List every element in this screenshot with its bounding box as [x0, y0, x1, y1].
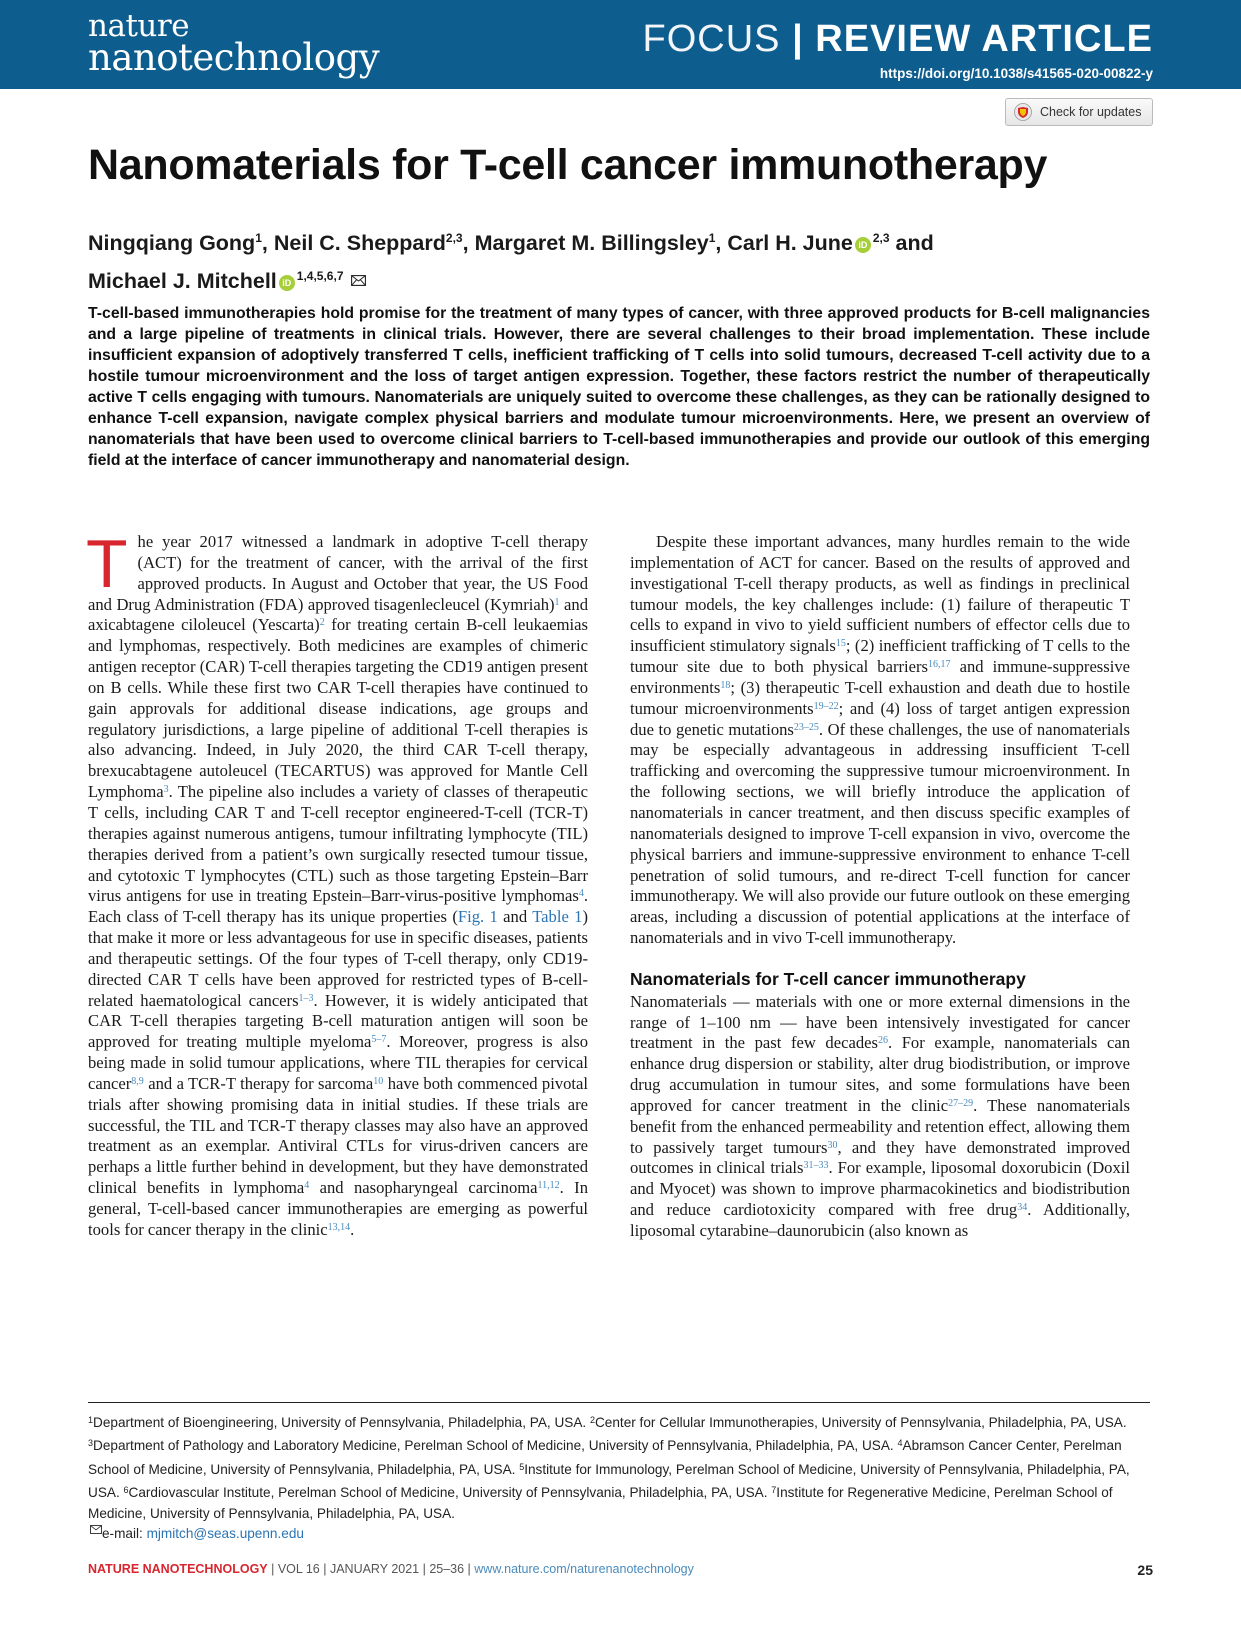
- affiliation-number: 3: [88, 1438, 94, 1449]
- abstract: T-cell-based immunotherapies hold promise for the treatment of many types of cancer, with three approved products for B-cell malignancies and a large pipeline of treatments in clinical trials. However, there are several challenges to their broad implementation. These include insufficient expansion of adoptively transferred T cells, inefficient trafficking of T cells into solid tumours, decreased T-cell activity due to a hostile tumour microenvironment and the loss of target antigen expression. Together, these factors restrict the number of therapeutically active T cells engaging with tumours. Nanomaterials are uniquely suited to overcome these challenges, as they can be rationally designed to enhance T-cell expansion, navigate complex physical barriers and modulate tumour microenvironments. Here, we present an overview of nanomaterials that have been used to overcome clinical barriers to T-cell-based immunotherapies and provide our outlook of this emerging field at the interface of cancer immunotherapy and nanomaterial design.: [88, 305, 1150, 469]
- citation[interactable]: 13,14: [327, 1221, 351, 1233]
- citation[interactable]: 34: [1017, 1202, 1028, 1214]
- affiliation-text: Center for Cellular Immunotherapies, University of Pennsylvania, Philadelphia, PA, USA.: [594, 1415, 1127, 1430]
- citation[interactable]: 19–22: [813, 700, 839, 712]
- footer-journal-name: NATURE NANOTECHNOLOGY: [88, 1562, 268, 1576]
- author-name[interactable]: Margaret M. Billingsley: [474, 231, 709, 255]
- citation[interactable]: 5–7: [371, 1034, 387, 1046]
- journal-logo[interactable]: [88, 8, 380, 79]
- article-category: [643, 18, 1153, 61]
- author-name[interactable]: Carl H. June: [727, 231, 853, 255]
- body-text: . For example, nanomaterials can enhance drug dispersion or stability, alter drug biodistribution, or improve drug accumulation in tumour sites, and some formulations have been approved for cancer treatment in the clinic: [630, 1033, 1130, 1115]
- affiliation-number: 5: [519, 1461, 525, 1472]
- body-text: ; (2) inefficient trafficking of T cells to the tumour site due to both physical barriers: [630, 636, 1130, 677]
- author-name[interactable]: Michael J. Mitchell: [88, 269, 277, 293]
- author-affiliation: 1: [255, 231, 262, 245]
- body-text: . These nanomaterials benefit from the enhanced permeability and retention effect, allowing them to passively target tumours: [630, 1095, 1130, 1157]
- author-name[interactable]: Neil C. Sheppard: [273, 231, 446, 255]
- doi-link[interactable]: https://doi.org/10.1038/s41565-020-00822-y: [879, 66, 1153, 81]
- check-for-updates-label: Check for updates: [1040, 105, 1142, 119]
- body-text: . Moreover, progress is also being made in solid tumour applications, where TIL therapies for cervical cancer: [88, 1032, 588, 1093]
- citation[interactable]: 4: [304, 1180, 310, 1192]
- email-icon: [90, 1525, 102, 1534]
- email-link[interactable]: mjmitch@seas.upenn.edu: [146, 1526, 304, 1542]
- body-paragraph: [86, 526, 589, 1241]
- body-column-right: [630, 532, 1130, 1242]
- author-affiliation: 2,3: [872, 231, 890, 245]
- body-text: ; (3) therapeutic T-cell exhaustion and death due to hostile tumour microenvironments: [630, 677, 1130, 718]
- body-text: . In general, T-cell-based cancer immunotherapies are emerging as powerful tools for cancer therapy in the clinic: [88, 1178, 588, 1239]
- body-text: for treating certain B-cell leukaemias and lymphomas, respectively. Both medicines are examples of chimeric antigen receptor (CAR) T-cell therapies targeting the CD19 antigen present on B cells. While these first two CAR T-cell therapies have continued to gain approvals for additional disease indications, age groups and regulatory jurisdictions, a large pipeline of additional T-cell therapies is also advancing. Indeed, in July 2020, the third CAR T-cell therapy, brexucabtagene autoleucel (TECARTUS) was approved for Mantle Cell Lymphoma: [88, 615, 588, 802]
- citation[interactable]: 27–29: [948, 1097, 974, 1109]
- citation[interactable]: 15: [835, 638, 846, 650]
- citation[interactable]: 31–33: [803, 1160, 829, 1172]
- body-text: Despite these important advances, many hurdles remain to the wide implementation of ACT for cancer. Based on the results of approved and investigational T-cell therapy products, as well as findings in preclinical tumour models, the key challenges include: (1) failure of therapeutic T cells to expand in vivo to yield sufficient numbers of effector cells due to insufficient stimulatory signals: [630, 532, 1130, 656]
- body-text: . Additionally, liposomal cytarabine–daunorubicin (also known as: [630, 1200, 1130, 1240]
- affiliation-text: Institute for Regenerative Medicine, Perelman School of Medicine, University of Pennsylvania, Philadelphia, PA, USA.: [88, 1485, 1113, 1521]
- author-conjunction: and: [895, 231, 934, 255]
- citation[interactable]: 8,9: [131, 1075, 144, 1087]
- body-text: and axicabtagene ciloleucel (Yescarta): [88, 594, 588, 635]
- author-affiliation: 1: [708, 231, 716, 245]
- body-text: ; and (4) loss of target antigen expression due to genetic mutations: [630, 698, 1130, 739]
- body-text: and immune-suppressive environments: [630, 657, 1130, 697]
- body-text: . Of these challenges, the use of nanomaterials may be especially advantageous in addressing insufficient T-cell trafficking and overcoming the suppressive tumour microenvironment. In the following sections, we will briefly introduce the application of nanomaterials in cancer treatment, and then discuss specific examples of nanomaterials designed to improve T-cell expansion in vivo, overcome the physical barriers and immune-suppressive environment to enhance T-cell penetration of solid tumours, and re-direct T-cell function for cancer immunotherapy. We will also provide our future outlook on these emerging areas, including a discussion of potential applications at the interface of nanomaterials and in vivo T-cell immunotherapy.: [630, 719, 1130, 948]
- author-name[interactable]: Ningqiang Gong: [88, 231, 256, 255]
- table-link[interactable]: Table 1: [532, 907, 583, 927]
- body-text: . However, it is widely anticipated that CAR T-cell therapies targeting B-cell maturation antigen will soon be approved for treating multiple myeloma: [88, 990, 589, 1052]
- category-separator: |: [792, 18, 804, 60]
- citation[interactable]: 30: [827, 1139, 838, 1151]
- body-text: ) that make it more or less advantageous for use in specific diseases, patients and therapeutic settings. Of the four types of T-cell therapy, only CD19-directed CAR T cells have been approved for restricted types of B-cell-related haematological cancers: [88, 907, 589, 1010]
- citation[interactable]: 2: [319, 617, 325, 629]
- citation[interactable]: 23–25: [793, 721, 819, 733]
- orcid-icon[interactable]: iD: [855, 237, 871, 253]
- page-number: 25: [1137, 1562, 1153, 1578]
- article-type-label: REVIEW ARTICLE: [815, 18, 1153, 60]
- author-affiliation: 2,3: [445, 231, 463, 245]
- citation[interactable]: 3: [163, 784, 169, 796]
- affiliation-text: Cardiovascular Institute, Perelman School of Medicine, University of Pennsylvania, Philadelphia, PA, USA.: [128, 1485, 772, 1501]
- drop-cap: T: [86, 526, 128, 602]
- author-separator: ,: [261, 231, 268, 255]
- journal-name-line2: nanotechnology: [88, 36, 380, 79]
- check-for-updates-button[interactable]: [1005, 98, 1153, 126]
- affiliation-text: Institute for Immunology, Perelman School of Medicine, University of Pennsylvania, Philadelphia, PA, USA.: [88, 1461, 1130, 1501]
- affiliation-number: 7: [771, 1485, 777, 1496]
- body-text: and: [497, 907, 533, 927]
- body-text: . For example, liposomal doxorubicin (Doxil and Myocet) was shown to improve pharmacokinetics and biodistribution and reduce cardiotoxicity compared with free drug: [630, 1158, 1130, 1220]
- author-separator: ,: [462, 231, 469, 255]
- body-paragraph: [630, 532, 1130, 949]
- figure-link[interactable]: Fig. 1: [457, 907, 498, 927]
- body-text: he year 2017 witnessed a landmark in adoptive T-cell therapy (ACT) for the treatment of cancer, with the arrival of the first approved products. In August and October that year, the US Food and Drug Administration (FDA) approved tisagenlecleucel (Kymriah): [88, 532, 588, 614]
- body-text: have both commenced pivotal trials after showing promising data in initial studies. If these trials are successful, the TIL and TCR-T therapy classes may also have an approved treatment as an exemplar. Antiviral CTLs for virus-driven cancers are perhaps a little further behind in development, but they have demonstrated clinical benefits in lymphoma: [88, 1073, 589, 1198]
- footnote-divider: [88, 1402, 1150, 1403]
- page-footer: [88, 1562, 694, 1576]
- citation[interactable]: 16,17: [927, 659, 951, 671]
- body-paragraph: [630, 992, 1130, 1242]
- citation[interactable]: 4: [578, 888, 584, 900]
- orcid-icon[interactable]: iD: [279, 275, 295, 291]
- journal-header-bar: [0, 0, 1241, 89]
- body-text: and nasopharyngeal carcinoma: [309, 1178, 538, 1198]
- email-label: e-mail:: [102, 1526, 147, 1542]
- footer-journal-url[interactable]: www.nature.com/naturenanotechnology: [474, 1562, 694, 1576]
- body-text: . Each class of T-cell therapy has its unique properties (: [88, 886, 588, 927]
- footer-issue-info: | VOL 16 | JANUARY 2021 | 25–36 |: [267, 1562, 475, 1576]
- affiliation-number: 4: [897, 1438, 903, 1449]
- crossmark-icon: [1014, 103, 1032, 121]
- email-icon[interactable]: [351, 275, 366, 286]
- affiliation-number: 2: [589, 1415, 595, 1425]
- affiliation-number: 6: [123, 1485, 129, 1496]
- affiliations-footnote: [88, 1410, 1150, 1544]
- citation[interactable]: 26: [877, 1035, 888, 1047]
- affiliation-text: Department of Bioengineering, University of Pennsylvania, Philadelphia, PA, USA.: [93, 1415, 590, 1430]
- body-text: , and they have demonstrated improved outcomes in clinical trials: [630, 1137, 1131, 1178]
- author-affiliation: 1,4,5,6,7: [296, 269, 344, 283]
- affiliation-number: 1: [88, 1415, 94, 1425]
- journal-name-line1: nature: [88, 8, 190, 44]
- citation[interactable]: 1–3: [298, 992, 314, 1004]
- body-text: .: [350, 1219, 355, 1239]
- body-text: . The pipeline also includes a variety of classes of therapeutic T cells, including CAR T and T-cell receptor engineered-T-cell (TCR-T) therapies against numerous antigens, tumour infiltrating lymphocyte (TIL) therapies derived from a patient’s own surgically resected tumour tissue, and cytotoxic T lymphocytes (CTL) such as those targeting Epstein–Barr virus antigens for use in treating Epstein–Barr-virus-positive lymphomas: [88, 782, 588, 906]
- section-heading: Nanomaterials for T-cell cancer immunotherapy: [630, 968, 1026, 989]
- citation[interactable]: 1: [554, 596, 560, 608]
- citation[interactable]: 11,12: [537, 1180, 560, 1192]
- focus-label: FOCUS: [642, 18, 781, 60]
- citation[interactable]: 10: [373, 1075, 384, 1087]
- article-title: Nanomaterials for T-cell cancer immunotherapy: [88, 141, 1048, 189]
- body-column-left: [86, 526, 589, 1241]
- body-text: and a TCR-T therapy for sarcoma: [143, 1073, 374, 1093]
- author-list: [88, 222, 1148, 298]
- citation[interactable]: 18: [720, 679, 731, 691]
- body-text: Nanomaterials — materials with one or more external dimensions in the range of 1–100 nm — have been intensively investigated for cancer treatment in the past few decades: [630, 991, 1130, 1053]
- author-separator: ,: [715, 231, 722, 255]
- affiliation-text: Department of Pathology and Laboratory Medicine, Perelman School of Medicine, University of Pennsylvania, Philadelphia, PA, USA.: [93, 1438, 898, 1454]
- affiliation-text: Abramson Cancer Center, Perelman School of Medicine, University of Pennsylvania, Philadelphia, PA, USA.: [88, 1438, 1122, 1477]
